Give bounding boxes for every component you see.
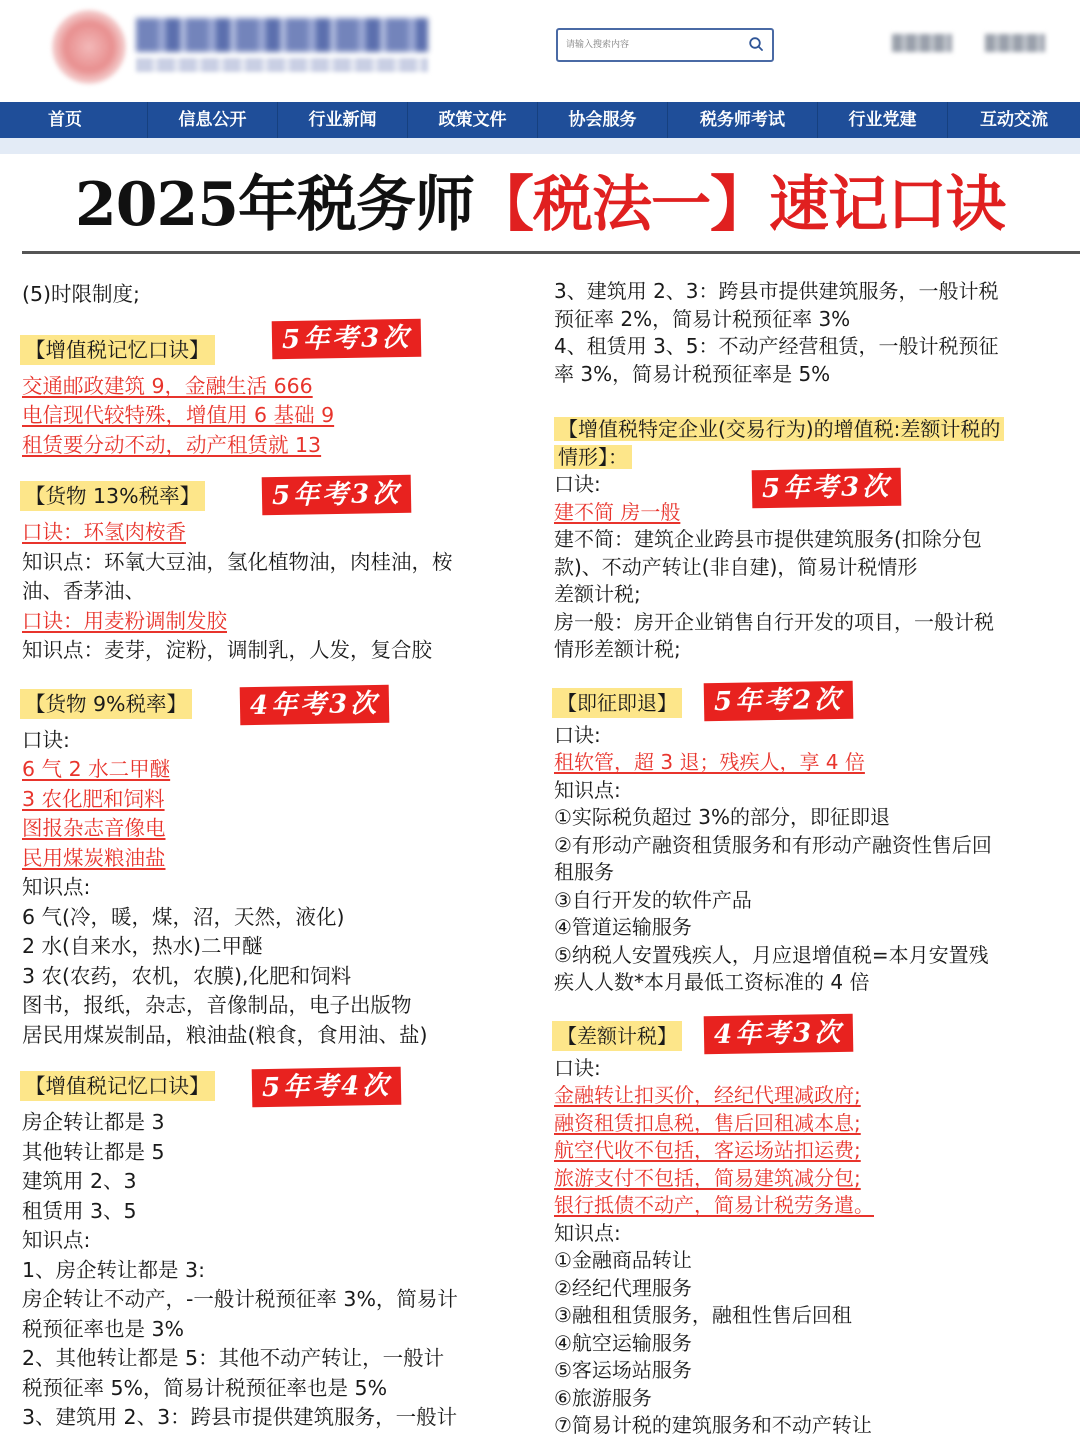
nav-association-services[interactable]: 协会服务: [538, 102, 668, 138]
knowledge-text: ③自行开发的软件产品: [554, 887, 752, 912]
nav-tax-exam[interactable]: 税务师考试: [668, 102, 818, 138]
knowledge-text: 6 气(冷，暖，煤，沼，天然，液化): [22, 904, 345, 929]
section-goods-13: [22, 474, 532, 518]
title-part2: 【税法一】速记口诀: [474, 170, 1005, 240]
search-input[interactable]: [566, 35, 742, 55]
mnemonic-line: 航空代收不包括，客运场站扣运费;: [554, 1138, 861, 1162]
exam-frequency-stamp: 5年考3次: [272, 318, 422, 359]
knowledge-text: 税预征率也是 3%: [22, 1316, 185, 1341]
exam-frequency-stamp: 5年考3次: [752, 468, 902, 509]
site-name-blurred[interactable]: [136, 18, 428, 52]
section-heading: 【增值税记忆口诀】: [20, 335, 215, 365]
knowledge-text: 租服务: [554, 860, 614, 884]
nav-party-building[interactable]: 行业党建: [818, 102, 948, 138]
koujue-label: 口诀:: [22, 727, 70, 752]
knowledge-text: 知识点：环氧大豆油，氢化植物油，肉桂油，桉: [22, 549, 453, 574]
knowledge-text: 1、房企转让都是 3:: [22, 1257, 206, 1282]
knowledge-text: 其他转让都是 5: [22, 1139, 165, 1164]
knowledge-text: 建不简：建筑企业跨县市提供建筑服务(扣除分包: [554, 527, 982, 551]
exam-frequency-stamp: 5年考3次: [262, 475, 412, 516]
knowledge-text: ④航空运输服务: [554, 1330, 692, 1355]
knowledge-text: 3 农(农药，农机，农膜),化肥和饲料: [22, 963, 352, 988]
knowledge-text: 租赁用 3、5: [22, 1198, 137, 1223]
mnemonic-line: 旅游支付不包括，简易建筑减分包;: [554, 1165, 861, 1190]
section-heading: 【货物 9%税率】: [20, 689, 192, 719]
knowledge-text: 2 水(自来水，热水)二甲醚: [22, 934, 263, 958]
knowledge-text: ⑤客运场站服务: [554, 1358, 692, 1382]
section-heading: 【即征即退】: [552, 688, 682, 718]
knowledge-text: 疾人人数*本月最低工资标准的 4 倍: [554, 970, 870, 994]
section-diff-tax-heading: [554, 416, 1074, 444]
knowledge-text: 建筑用 2、3: [22, 1169, 137, 1193]
exam-frequency-stamp: 5年考2次: [704, 680, 854, 721]
nav-interaction[interactable]: 互动交流: [980, 110, 1048, 130]
section-vat-prepay: [22, 1064, 532, 1108]
right-column: [554, 278, 1074, 1440]
knowledge-text: ④管道运输服务: [554, 915, 692, 939]
site-subtitle-blurred: [136, 58, 428, 72]
mnemonic-line: 交通邮政建筑 9，金融生活 666: [22, 373, 313, 398]
knowledge-label: 知识点:: [22, 1228, 91, 1252]
knowledge-text: ⑦简易计税的建筑服务和不动产转让: [554, 1413, 872, 1437]
login-link-blurred[interactable]: [892, 34, 952, 52]
knowledge-text: ①实际税负超过 3%的部分，即征即退: [554, 805, 891, 829]
mnemonic-line: 6 气 2 水二甲醚: [22, 757, 171, 781]
knowledge-text: 居民用煤炭制品，粮油盐(粮食，食用油、盐): [22, 1022, 428, 1047]
knowledge-text: 油、香茅油、: [22, 579, 145, 603]
knowledge-text: 3、建筑用 2、3：跨县市提供建筑服务，一般计税: [554, 279, 999, 303]
knowledge-text: 4、租赁用 3、5：不动产经营租赁，一般计税预征: [554, 334, 999, 358]
mnemonic-line: 口诀：用麦粉调制发胶: [22, 608, 227, 633]
knowledge-text: 预征率 2%，简易计税预征率 3%: [554, 306, 851, 331]
search-icon[interactable]: [748, 36, 764, 52]
knowledge-text: ⑥旅游服务: [554, 1385, 652, 1410]
knowledge-text: ⑤纳税人安置残疾人，月应退增值税=本月安置残: [554, 942, 989, 967]
register-link-blurred[interactable]: [985, 34, 1045, 52]
left-column: [22, 280, 532, 1433]
section-diff-tax: [554, 1017, 1074, 1055]
section-goods-9: [22, 682, 532, 726]
site-header: [0, 0, 1080, 102]
section-vat-mnemonic: [22, 322, 532, 372]
section-heading: 情形】：: [554, 445, 632, 469]
knowledge-text: 房企转让不动产，-一般计税预征率 3%，简易计: [22, 1287, 458, 1311]
main-nav: [0, 102, 1080, 138]
mnemonic-line: 融资租赁扣息税，售后回租减本息;: [554, 1110, 861, 1135]
section-heading-cont: [554, 444, 1074, 472]
mnemonic-line: 租赁要分动不动，动产租赁就 13: [22, 432, 322, 457]
mnemonic-line: 租软管，超 3 退；残疾人，享 4 倍: [554, 750, 865, 774]
knowledge-text: 房企转让都是 3: [22, 1110, 165, 1134]
koujue-label: 口诀:: [554, 722, 601, 747]
section-refund: [554, 684, 1074, 722]
section-heading: 【增值税记忆口诀】: [20, 1071, 215, 1101]
knowledge-text: ②经纪代理服务: [554, 1275, 692, 1300]
section-heading: 【差额计税】: [552, 1021, 682, 1051]
knowledge-text: ①金融商品转让: [554, 1248, 692, 1272]
exam-frequency-stamp: 4年考3次: [704, 1013, 854, 1054]
knowledge-text: 税预征率 5%，简易计税预征率也是 5%: [22, 1375, 388, 1400]
section-heading: 【增值税特定企业(交易行为)的增值税:差额计税的: [554, 417, 1004, 441]
knowledge-text: 2、其他转让都是 5：其他不动产转让，一般计: [22, 1346, 445, 1370]
nav-industry-news[interactable]: 行业新闻: [278, 102, 408, 138]
title-part1: 2025年税务师: [75, 170, 474, 240]
exam-frequency-stamp: 4年考3次: [240, 684, 390, 725]
knowledge-label: 知识点:: [22, 875, 91, 899]
knowledge-text: 房一般：房开企业销售自行开发的项目，一般计税: [554, 609, 994, 634]
logo-seal-icon[interactable]: [52, 10, 126, 84]
knowledge-text: 图书，报纸，杂志，音像制品，电子出版物: [22, 993, 412, 1017]
nav-home[interactable]: 首页: [0, 102, 148, 138]
mnemonic-line: 建不简 房一般: [554, 499, 681, 524]
koujue-row: [554, 471, 1074, 505]
page-title: [0, 160, 1080, 250]
mnemonic-line: 金融转让扣买价，经纪代理减政府;: [554, 1083, 861, 1107]
knowledge-text: ②有形动产融资租赁服务和有形动产融资性售后回: [554, 832, 992, 857]
mnemonic-line: 民用煤炭粮油盐: [22, 845, 166, 870]
knowledge-text: 知识点：麦芽，淀粉，调制乳，人发，复合胶: [22, 638, 432, 662]
koujue-label: 口诀:: [554, 472, 601, 496]
section-heading: 【货物 13%税率】: [20, 481, 205, 511]
knowledge-text: 款)、不动产转让(非自建)，简易计税情形: [554, 554, 918, 579]
intro-text: (5)时限制度;: [22, 282, 140, 306]
title-divider: [22, 251, 1080, 254]
knowledge-text: 3、建筑用 2、3：跨县市提供建筑服务，一般计: [22, 1405, 458, 1429]
exam-frequency-stamp: 5年考4次: [252, 1067, 402, 1108]
nav-info-disclosure[interactable]: 信息公开: [148, 102, 278, 138]
knowledge-label: 知识点:: [554, 1220, 621, 1245]
mnemonic-line: 电信现代较特殊，增值用 6 基础 9: [22, 403, 335, 427]
mnemonic-line: 图报杂志音像电: [22, 816, 166, 840]
mnemonic-line: 口诀：环氢肉桉香: [22, 520, 186, 544]
knowledge-text: 率 3%，简易计税预征率是 5%: [554, 361, 831, 386]
mnemonic-line: 银行抵债不动产，简易计税劳务遣。: [554, 1193, 874, 1217]
knowledge-text: ③融租租赁服务，融租性售后回租: [554, 1303, 852, 1327]
knowledge-text: 差额计税;: [554, 582, 641, 606]
knowledge-label: 知识点:: [554, 777, 621, 802]
nav-policy-docs[interactable]: 政策文件: [408, 102, 538, 138]
nav-shadow-band: [0, 138, 1080, 154]
koujue-label: 口诀:: [554, 1055, 601, 1080]
knowledge-text: 情形差额计税;: [554, 637, 681, 661]
search-box[interactable]: [556, 28, 774, 62]
mnemonic-line: 3 农化肥和饲料: [22, 786, 165, 811]
